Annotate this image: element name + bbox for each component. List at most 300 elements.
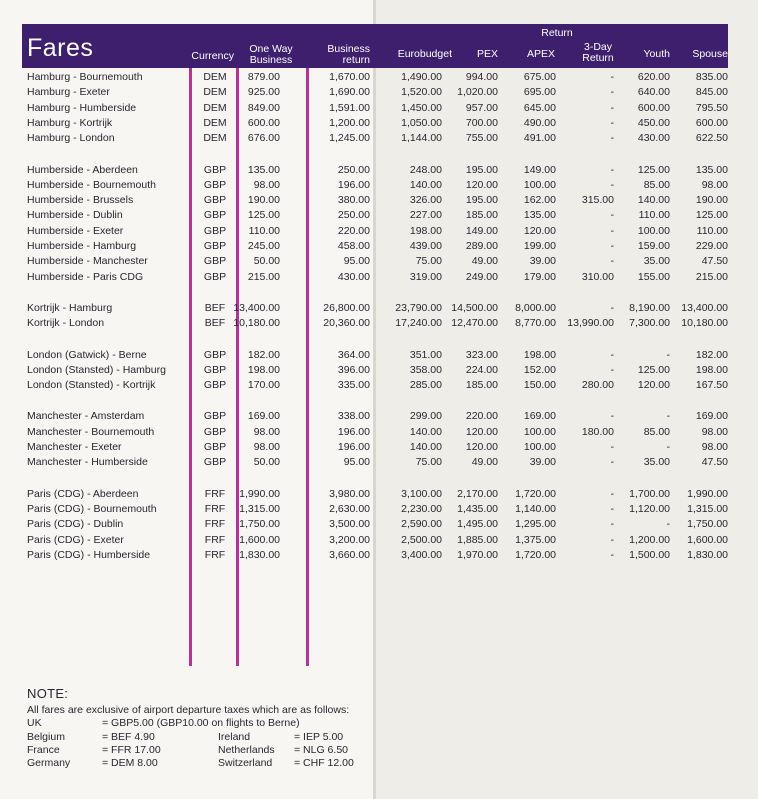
route-cell: Manchester - Bournemouth [27,425,155,438]
business-return-cell: 1,200.00 [329,116,370,129]
col-apex: APEX [526,48,555,60]
route-cell: Manchester - Humberside [27,456,148,469]
apex-cell: 100.00 [523,441,556,453]
youth-cell: 620.00 [637,71,670,83]
spouse-cell: 47.50 [701,255,728,268]
eurobudget-cell: 140.00 [409,425,442,438]
one-way-business-cell: 110.00 [248,224,280,237]
table-row [0,193,758,208]
pex-cell: 120.00 [465,178,498,191]
youth-cell: - [666,518,670,531]
apex-cell: 149.00 [523,163,556,176]
apex-cell: 162.00 [523,194,556,207]
table-row [0,409,758,424]
one-way-business-cell: 879.00 [247,71,280,83]
eurobudget-cell: 439.00 [409,240,442,252]
spouse-cell: 229.00 [695,240,728,252]
col-one-way-business: One Way Business [249,43,293,66]
business-return-cell: 335.00 [337,379,370,392]
spouse-cell: 1,750.00 [687,518,728,531]
three-day-return-cell: 310.00 [581,270,614,283]
eurobudget-cell: 326.00 [409,194,442,207]
business-return-cell: 95.00 [343,456,370,469]
route-cell: Hamburg - London [27,132,115,145]
business-return-cell: 430.00 [337,270,370,283]
currency-cell: BEF [204,301,226,314]
youth-cell: 35.00 [643,255,670,268]
three-day-return-cell: - [610,86,614,99]
tax-value: = CHF 12.00 [294,757,354,769]
business-return-cell: 1,690.00 [329,86,370,99]
business-return-cell: 3,980.00 [329,487,370,500]
col-3-day-return: 3-Day Return [582,41,614,64]
eurobudget-cell: 1,490.00 [401,71,442,83]
youth-cell: 125.00 [637,363,670,376]
route-cell: Manchester - Amsterdam [27,410,145,423]
one-way-business-cell: 1,315.00 [239,502,280,515]
apex-cell: 8,000.00 [515,301,556,314]
currency-cell: GBP [203,270,227,283]
one-way-business-cell: 10,180.00 [233,317,280,330]
tax-country: Germany [27,757,71,769]
apex-cell: 490.00 [523,116,556,129]
route-cell: Humberside - Manchester [27,255,148,268]
pex-cell: 2,170.00 [457,487,498,500]
col-currency: Currency [191,50,234,62]
apex-cell: 39.00 [529,456,556,469]
three-day-return-cell: - [610,363,614,376]
return-group-label: Return [541,27,573,39]
spouse-cell: 10,180.00 [681,317,728,330]
spouse-cell: 795.50 [695,101,728,114]
youth-cell: 110.00 [638,209,670,222]
three-day-return-cell: - [610,348,614,361]
note-uk-value: = GBP5.00 (GBP10.00 on flights to Berne) [102,717,300,729]
apex-cell: 39.00 [529,255,556,268]
one-way-business-cell: 198.00 [247,363,280,376]
youth-cell: 1,500.00 [629,548,670,561]
youth-cell: 450.00 [637,116,670,129]
col-youth: Youth [643,48,670,60]
three-day-return-cell: 315.00 [581,194,614,207]
table-row [0,425,758,440]
eurobudget-cell: 23,790.00 [395,301,442,314]
one-way-business-cell: 98.00 [253,441,280,453]
pex-cell: 49.00 [471,456,498,469]
three-day-return-cell: - [610,410,614,423]
pex-cell: 149.00 [465,224,498,237]
apex-cell: 100.00 [523,178,556,191]
currency-cell: DEM [203,132,227,145]
currency-cell: GBP [203,163,227,176]
three-day-return-cell: - [610,209,614,222]
table-row [0,254,758,269]
eurobudget-cell: 198.00 [409,224,442,237]
spouse-cell: 1,990.00 [687,487,728,500]
table-row [0,348,758,363]
note-intro: All fares are exclusive of airport departure taxes which are as follows: [27,704,350,716]
one-way-business-cell: 676.00 [247,132,280,145]
business-return-cell: 196.00 [337,441,370,453]
currency-cell: DEM [203,71,227,83]
currency-cell: DEM [203,101,227,114]
pex-cell: 700.00 [465,116,498,129]
apex-cell: 695.00 [523,86,556,99]
currency-cell: GBP [203,240,227,252]
three-day-return-cell: - [610,456,614,469]
apex-cell: 1,720.00 [515,487,556,500]
currency-cell: GBP [203,178,227,191]
one-way-business-cell: 170.00 [247,379,280,392]
currency-cell: GBP [203,441,227,453]
eurobudget-cell: 2,500.00 [401,533,442,546]
tax-country: Belgium [27,731,65,743]
three-day-return-cell: - [610,240,614,252]
apex-cell: 179.00 [523,270,556,283]
spouse-cell: 835.00 [695,71,728,83]
three-day-return-cell: - [610,178,614,191]
table-row [0,487,758,502]
eurobudget-cell: 17,240.00 [395,317,442,330]
three-day-return-cell: - [610,255,614,268]
three-day-return-cell: - [610,533,614,546]
business-return-cell: 2,630.00 [329,502,370,515]
one-way-business-cell: 849.00 [247,101,280,114]
spouse-cell: 98.00 [701,178,728,191]
business-return-cell: 380.00 [337,194,370,207]
business-return-cell: 20,360.00 [323,317,370,330]
table-row [0,548,758,563]
spouse-cell: 125.00 [695,209,728,222]
youth-cell: 159.00 [637,240,670,252]
business-return-cell: 220.00 [337,224,370,237]
youth-cell: 155.00 [637,270,670,283]
route-cell: London (Stansted) - Kortrijk [27,379,156,392]
three-day-return-cell: - [610,502,614,515]
apex-cell: 120.00 [523,224,556,237]
three-day-return-cell: - [610,441,614,453]
currency-cell: GBP [203,410,227,423]
spouse-cell: 1,830.00 [687,548,728,561]
table-row [0,85,758,100]
three-day-return-cell: - [610,71,614,83]
three-day-return-cell: 280.00 [581,379,614,392]
route-cell: Humberside - Bournemouth [27,178,156,191]
eurobudget-cell: 1,144.00 [401,132,442,145]
apex-cell: 675.00 [523,71,556,83]
pex-cell: 755.00 [465,132,498,145]
tax-value: = DEM 8.00 [102,757,158,769]
currency-cell: GBP [203,255,227,268]
pex-cell: 195.00 [465,163,498,176]
tax-value: = NLG 6.50 [294,744,348,756]
col-business-return: Business return [327,43,370,66]
apex-cell: 169.00 [523,410,556,423]
table-row [0,101,758,116]
pex-cell: 220.00 [465,410,498,423]
three-day-return-cell: - [610,101,614,114]
youth-cell: 125.00 [637,163,670,176]
apex-cell: 100.00 [523,425,556,438]
currency-cell: GBP [203,224,227,237]
spouse-cell: 190.00 [695,194,728,207]
one-way-business-cell: 169.00 [247,410,280,423]
route-cell: Paris (CDG) - Dublin [27,518,124,531]
spouse-cell: 1,315.00 [687,502,728,515]
apex-cell: 150.00 [523,379,556,392]
apex-cell: 152.00 [523,363,556,376]
tax-value: = FFR 17.00 [102,744,161,756]
eurobudget-cell: 2,230.00 [401,502,442,515]
eurobudget-cell: 140.00 [409,178,442,191]
table-row [0,502,758,517]
currency-cell: FRF [204,548,226,561]
table-row [0,517,758,532]
three-day-return-cell: - [610,224,614,237]
spouse-cell: 110.00 [696,224,728,237]
one-way-business-cell: 600.00 [247,116,280,129]
col-pex: PEX [476,48,498,60]
eurobudget-cell: 3,400.00 [401,548,442,561]
business-return-cell: 338.00 [337,410,370,423]
route-cell: Hamburg - Exeter [27,86,110,99]
youth-cell: 100.00 [637,224,670,237]
route-cell: Paris (CDG) - Exeter [27,533,124,546]
spouse-cell: 98.00 [701,425,728,438]
pex-cell: 1,020.00 [457,86,498,99]
table-row [0,163,758,178]
pex-cell: 195.00 [465,194,498,207]
one-way-business-cell: 1,750.00 [239,518,280,531]
youth-cell: 1,200.00 [629,533,670,546]
pex-cell: 1,885.00 [457,533,498,546]
route-cell: Hamburg - Humberside [27,101,137,114]
table-row [0,301,758,316]
spouse-cell: 167.50 [695,379,728,392]
currency-cell: DEM [203,116,227,129]
fares-header-bar [22,24,728,68]
one-way-business-cell: 125.00 [247,209,280,222]
pex-cell: 289.00 [465,240,498,252]
tax-value: = BEF 4.90 [102,731,155,743]
youth-cell: 1,120.00 [629,502,670,515]
pex-cell: 49.00 [471,255,498,268]
youth-cell: 8,190.00 [629,301,670,314]
spouse-cell: 215.00 [695,270,728,283]
youth-cell: 85.00 [643,178,670,191]
spouse-cell: 13,400.00 [681,301,728,314]
spouse-cell: 47.50 [701,456,728,469]
business-return-cell: 3,660.00 [329,548,370,561]
business-return-cell: 95.00 [343,255,370,268]
pex-cell: 249.00 [465,270,498,283]
table-row [0,70,758,85]
youth-cell: 7,300.00 [629,317,670,330]
eurobudget-cell: 319.00 [409,270,442,283]
one-way-business-cell: 215.00 [247,270,280,283]
spouse-cell: 98.00 [701,441,728,453]
business-return-cell: 3,200.00 [329,533,370,546]
route-cell: Humberside - Brussels [27,194,134,207]
table-row [0,178,758,193]
youth-cell: 85.00 [643,425,670,438]
three-day-return-cell: - [610,163,614,176]
youth-cell: 120.00 [637,379,670,392]
pex-cell: 120.00 [465,441,498,453]
one-way-business-cell: 1,990.00 [239,487,280,500]
business-return-cell: 458.00 [337,240,370,252]
three-day-return-cell: 180.00 [581,425,614,438]
note-uk-label: UK [27,717,42,729]
currency-cell: GBP [203,194,227,207]
eurobudget-cell: 3,100.00 [401,487,442,500]
spouse-cell: 182.00 [695,348,728,361]
three-day-return-cell: - [610,487,614,500]
table-row [0,270,758,285]
three-day-return-cell: - [610,301,614,314]
col-eurobudget: Eurobudget [397,48,452,60]
currency-cell: GBP [203,379,227,392]
business-return-cell: 1,245.00 [329,132,370,145]
route-cell: Hamburg - Bournemouth [27,71,143,83]
apex-cell: 198.00 [523,348,556,361]
table-row [0,378,758,393]
route-cell: Hamburg - Kortrijk [27,116,113,129]
business-return-cell: 364.00 [337,348,370,361]
currency-cell: GBP [203,348,227,361]
eurobudget-cell: 1,050.00 [401,116,442,129]
table-row [0,116,758,131]
youth-cell: 600.00 [637,101,670,114]
three-day-return-cell: 13,990.00 [567,317,614,330]
col-spouse: Spouse [692,48,728,60]
currency-cell: FRF [204,518,226,531]
eurobudget-cell: 1,450.00 [401,101,442,114]
tax-country: France [27,744,60,756]
apex-cell: 199.00 [523,240,556,252]
route-cell: Paris (CDG) - Bournemouth [27,502,157,515]
eurobudget-cell: 140.00 [409,441,442,453]
eurobudget-cell: 248.00 [409,163,442,176]
youth-cell: 1,700.00 [629,487,670,500]
apex-cell: 1,720.00 [515,548,556,561]
one-way-business-cell: 13,400.00 [233,301,280,314]
spouse-cell: 845.00 [695,86,728,99]
currency-cell: GBP [203,456,227,469]
three-day-return-cell: - [610,116,614,129]
route-cell: Humberside - Exeter [27,224,124,237]
youth-cell: - [666,410,670,423]
three-day-return-cell: - [610,132,614,145]
currency-cell: GBP [203,425,227,438]
business-return-cell: 250.00 [337,209,370,222]
apex-cell: 491.00 [523,132,556,145]
apex-cell: 135.00 [523,209,556,222]
business-return-cell: 1,591.00 [329,101,370,114]
table-row [0,440,758,455]
one-way-business-cell: 50.00 [253,255,280,268]
pex-cell: 185.00 [465,379,498,392]
pex-cell: 1,495.00 [457,518,498,531]
tax-country: Switzerland [218,757,273,769]
table-row [0,224,758,239]
note-title: NOTE: [27,686,69,701]
eurobudget-cell: 1,520.00 [401,86,442,99]
tax-value: = IEP 5.00 [294,731,344,743]
pex-cell: 994.00 [465,71,498,83]
eurobudget-cell: 351.00 [409,348,442,361]
business-return-cell: 196.00 [337,425,370,438]
currency-cell: GBP [203,363,227,376]
pex-cell: 14,500.00 [451,301,498,314]
business-return-cell: 196.00 [337,178,370,191]
currency-cell: FRF [204,502,226,515]
pex-cell: 323.00 [465,348,498,361]
youth-cell: - [666,348,670,361]
youth-cell: 430.00 [637,132,670,145]
page-title: Fares [27,34,94,62]
pex-cell: 224.00 [465,363,498,376]
table-row [0,131,758,146]
one-way-business-cell: 182.00 [247,348,280,361]
route-cell: Humberside - Aberdeen [27,163,138,176]
eurobudget-cell: 75.00 [415,456,442,469]
eurobudget-cell: 358.00 [409,363,442,376]
route-cell: Humberside - Paris CDG [27,270,144,283]
one-way-business-cell: 245.00 [247,240,280,252]
route-cell: Humberside - Dublin [27,209,123,222]
youth-cell: - [666,441,670,453]
route-cell: Manchester - Exeter [27,441,122,453]
apex-cell: 645.00 [523,101,556,114]
three-day-return-cell: - [610,548,614,561]
one-way-business-cell: 98.00 [253,178,280,191]
table-row [0,455,758,470]
apex-cell: 8,770.00 [515,317,556,330]
one-way-business-cell: 1,600.00 [239,533,280,546]
pex-cell: 957.00 [465,101,498,114]
business-return-cell: 1,670.00 [329,71,370,83]
route-cell: Humberside - Hamburg [27,240,137,252]
currency-cell: DEM [203,86,227,99]
eurobudget-cell: 299.00 [409,410,442,423]
spouse-cell: 1,600.00 [687,533,728,546]
one-way-business-cell: 50.00 [253,456,280,469]
three-day-return-cell: - [610,518,614,531]
apex-cell: 1,295.00 [515,518,556,531]
currency-cell: BEF [204,317,226,330]
currency-cell: FRF [204,487,226,500]
spouse-cell: 169.00 [695,410,728,423]
one-way-business-cell: 135.00 [247,163,280,176]
spouse-cell: 600.00 [695,116,728,129]
pex-cell: 185.00 [465,209,498,222]
route-cell: London (Stansted) - Hamburg [27,363,166,376]
business-return-cell: 396.00 [337,363,370,376]
eurobudget-cell: 2,590.00 [401,518,442,531]
eurobudget-cell: 75.00 [415,255,442,268]
tax-country: Ireland [218,731,251,743]
route-cell: Kortrijk - London [27,317,105,330]
table-row [0,316,758,331]
pex-cell: 1,970.00 [457,548,498,561]
one-way-business-cell: 98.00 [253,425,280,438]
business-return-cell: 3,500.00 [329,518,370,531]
tax-country: Netherlands [218,744,275,756]
currency-cell: GBP [203,209,227,222]
route-cell: Paris (CDG) - Aberdeen [27,487,139,500]
route-cell: Paris (CDG) - Humberside [27,548,151,561]
